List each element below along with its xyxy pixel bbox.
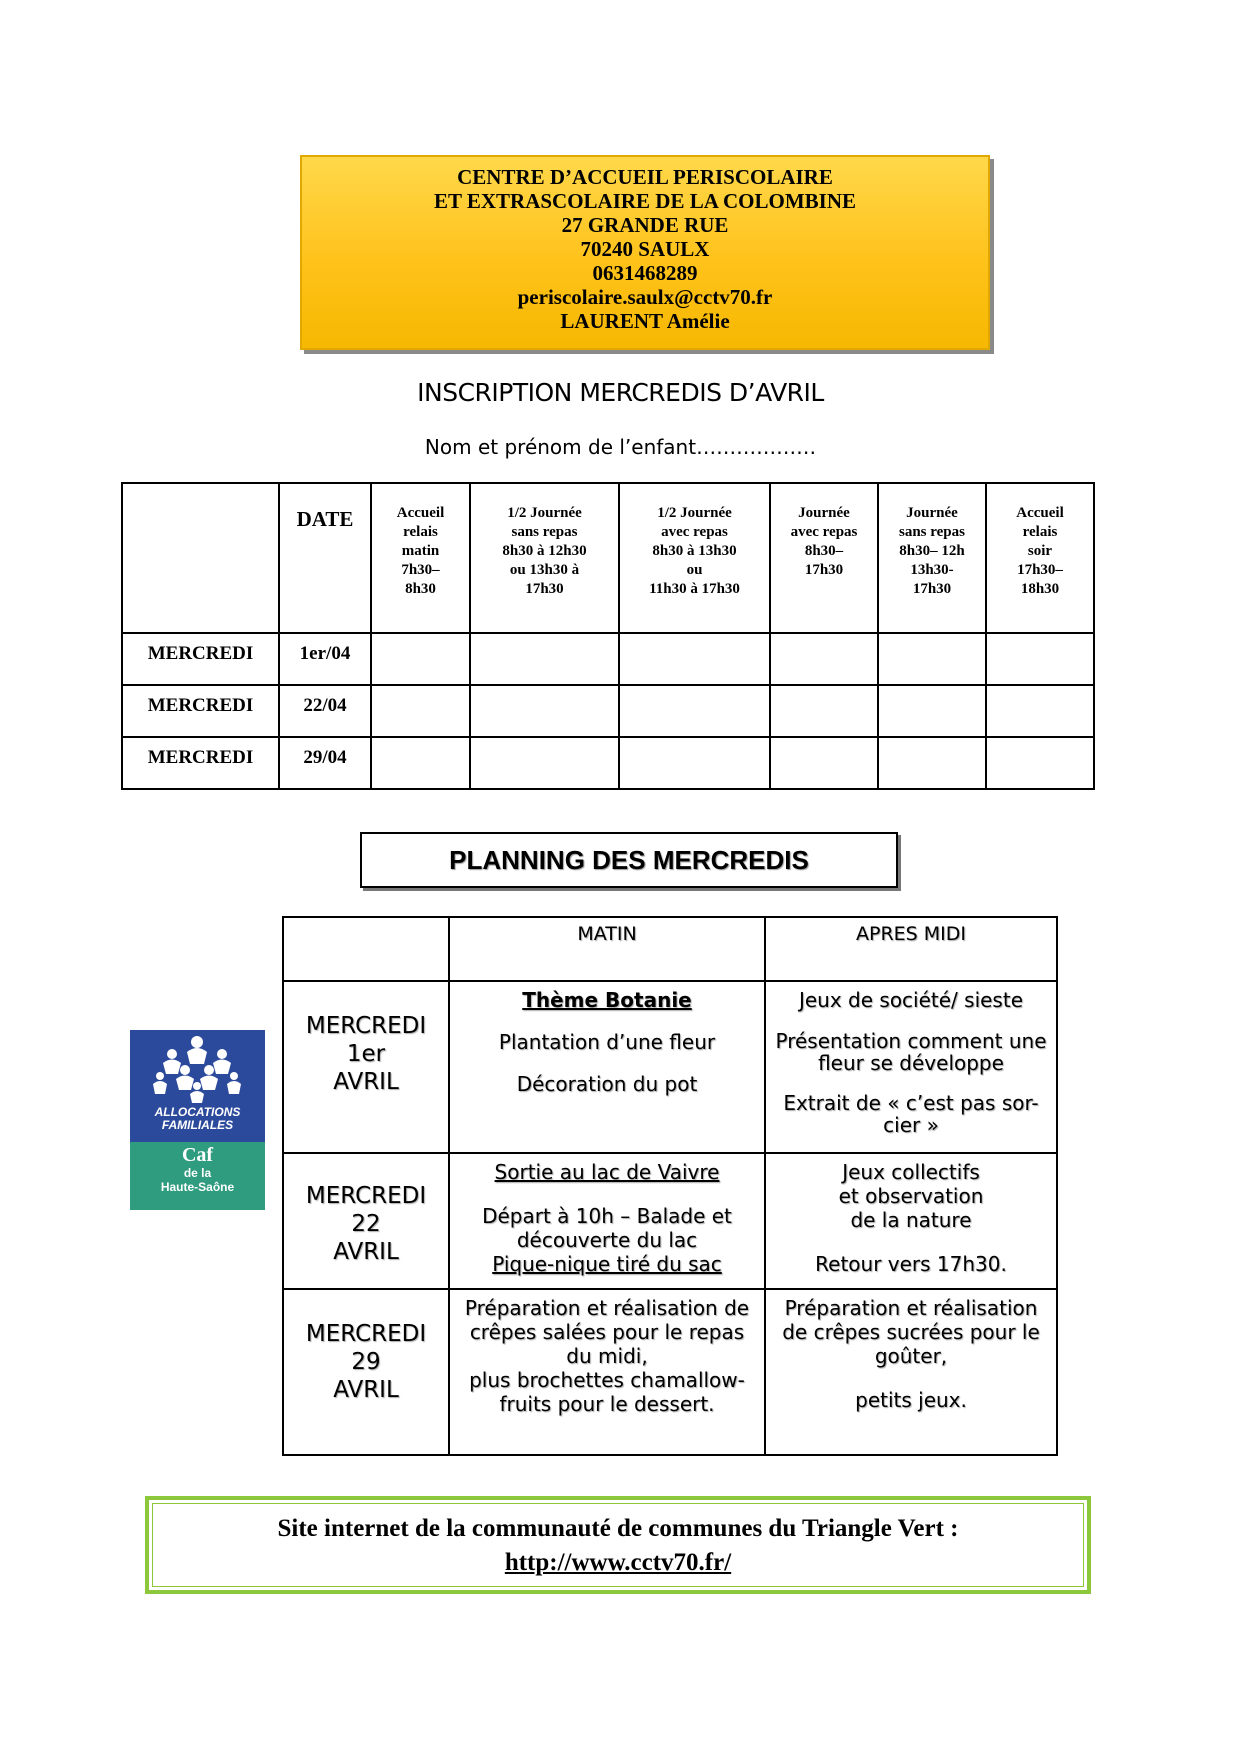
day-number: 1er bbox=[346, 1041, 386, 1067]
row-day: MERCREDI bbox=[122, 737, 279, 789]
inscription-row-1 bbox=[122, 633, 1094, 685]
planning-day-1 bbox=[283, 981, 449, 1153]
inscription-row-3 bbox=[122, 737, 1094, 789]
center-info-box bbox=[300, 155, 990, 350]
checkbox-cell[interactable] bbox=[986, 685, 1094, 737]
planning-matin-3 bbox=[449, 1289, 765, 1455]
activity-theme: Thème Botanie bbox=[522, 988, 692, 1012]
day-number: 29 bbox=[351, 1349, 381, 1375]
checkbox-cell[interactable] bbox=[470, 685, 619, 737]
checkbox-cell[interactable] bbox=[619, 633, 770, 685]
planning-row-3 bbox=[283, 1289, 1057, 1455]
checkbox-cell[interactable] bbox=[371, 633, 470, 685]
activity-title: Sortie au lac de Vaivre bbox=[494, 1160, 720, 1184]
inscription-header-row bbox=[122, 483, 1094, 633]
checkbox-cell[interactable] bbox=[371, 737, 470, 789]
family-figures-icon bbox=[130, 1030, 265, 1105]
checkbox-cell[interactable] bbox=[878, 633, 986, 685]
activity-text: Présentation comment une fleur se développe bbox=[775, 1029, 1047, 1075]
caf-name: Caf bbox=[181, 1144, 214, 1166]
activity-text: Préparation et réalisation de crêpes salées pour le repas du midi, bbox=[464, 1296, 750, 1368]
caf-logo-alloc bbox=[130, 1106, 265, 1132]
row-date: 1er/04 bbox=[279, 633, 371, 685]
planning-apm-1 bbox=[765, 981, 1057, 1153]
header-cell-journee-avec-repas: Journée avec repas 8h30– 17h30 bbox=[770, 483, 878, 633]
checkbox-cell[interactable] bbox=[770, 737, 878, 789]
checkbox-cell[interactable] bbox=[470, 633, 619, 685]
checkbox-cell[interactable] bbox=[878, 685, 986, 737]
activity-text: Extrait de « c’est pas sor-cier » bbox=[783, 1091, 1039, 1137]
planning-header-apres-midi: APRES MIDI bbox=[765, 917, 1057, 981]
planning-row-2 bbox=[283, 1153, 1057, 1289]
activity-text: Préparation et réalisation de crêpes sucrées pour le goûter, bbox=[782, 1296, 1040, 1368]
header-cell-journee-sans-repas: Journée sans repas 8h30– 12h 13h30- 17h30 bbox=[878, 483, 986, 633]
checkbox-cell[interactable] bbox=[619, 685, 770, 737]
header-cell-accueil-soir: Accueil relais soir 17h30– 18h30 bbox=[986, 483, 1094, 633]
planning-title: PLANNING DES MERCREDIS bbox=[360, 832, 898, 888]
inscription-table bbox=[121, 482, 1095, 790]
website-footer-box bbox=[145, 1496, 1091, 1594]
center-name-line2: ET EXTRASCOLAIRE DE LA COLOMBINE bbox=[433, 189, 857, 213]
day-month: AVRIL bbox=[333, 1377, 399, 1403]
checkbox-cell[interactable] bbox=[986, 737, 1094, 789]
activity-text: Décoration du pot bbox=[516, 1072, 698, 1096]
caf-sub2: Haute-Saône bbox=[160, 1180, 235, 1194]
activity-text: plus brochettes chamallow-fruits pour le dessert. bbox=[469, 1368, 745, 1416]
planning-day-2 bbox=[283, 1153, 449, 1289]
checkbox-cell[interactable] bbox=[619, 737, 770, 789]
planning-apm-2 bbox=[765, 1153, 1057, 1289]
planning-header-row bbox=[283, 917, 1057, 981]
activity-text: petits jeux. bbox=[855, 1388, 967, 1412]
center-name-line1: CENTRE D’ACCUEIL PERISCOLAIRE bbox=[457, 165, 833, 189]
activity-text: et observation bbox=[838, 1184, 984, 1208]
checkbox-cell[interactable] bbox=[878, 737, 986, 789]
day-month: AVRIL bbox=[333, 1239, 399, 1265]
inscription-title: INSCRIPTION MERCREDIS D’AVRIL bbox=[417, 378, 824, 407]
caf-logo bbox=[130, 1030, 265, 1210]
header-cell-accueil-matin: Accueil relais matin 7h30– 8h30 bbox=[371, 483, 470, 633]
header-date-label: DATE bbox=[296, 507, 354, 531]
center-contact: LAURENT Amélie bbox=[560, 309, 730, 333]
planning-apm-3 bbox=[765, 1289, 1057, 1455]
center-email: periscolaire.saulx@cctv70.fr bbox=[517, 285, 773, 309]
row-day: MERCREDI bbox=[122, 633, 279, 685]
checkbox-cell[interactable] bbox=[770, 633, 878, 685]
website-footer-inner bbox=[152, 1503, 1084, 1587]
activity-text: Jeux collectifs bbox=[842, 1160, 980, 1184]
planning-matin-1 bbox=[449, 981, 765, 1153]
day-label: MERCREDI bbox=[305, 1013, 427, 1039]
inscription-row-2 bbox=[122, 685, 1094, 737]
header-cell-demi-avec-repas: 1/2 Journée avec repas 8h30 à 13h30 ou 11h30 à 17h30 bbox=[619, 483, 770, 633]
row-date: 29/04 bbox=[279, 737, 371, 789]
checkbox-cell[interactable] bbox=[371, 685, 470, 737]
activity-text: Pique-nique tiré du sac bbox=[492, 1252, 722, 1276]
header-cell-date bbox=[279, 483, 371, 633]
planning-header-matin: MATIN bbox=[449, 917, 765, 981]
day-number: 22 bbox=[351, 1211, 381, 1237]
planning-row-1 bbox=[283, 981, 1057, 1153]
row-date: 22/04 bbox=[279, 685, 371, 737]
checkbox-cell[interactable] bbox=[770, 685, 878, 737]
planning-matin-2 bbox=[449, 1153, 765, 1289]
caf-logo-top bbox=[130, 1030, 265, 1142]
day-label: MERCREDI bbox=[305, 1321, 427, 1347]
center-city: 70240 SAULX bbox=[580, 237, 710, 261]
activity-text: Plantation d’une fleur bbox=[498, 1030, 716, 1054]
checkbox-cell[interactable] bbox=[470, 737, 619, 789]
caf-line1: ALLOCATIONS bbox=[154, 1105, 241, 1119]
checkbox-cell[interactable] bbox=[986, 633, 1094, 685]
header-cell-demi-sans-repas: 1/2 Journée sans repas 8h30 à 12h30 ou 13h30 à 17h30 bbox=[470, 483, 619, 633]
planning-day-3 bbox=[283, 1289, 449, 1455]
caf-logo-bottom bbox=[130, 1142, 265, 1210]
planning-header-empty bbox=[283, 917, 449, 981]
caf-line2: FAMILIALES bbox=[161, 1118, 234, 1132]
header-cell-empty bbox=[122, 483, 279, 633]
center-address: 27 GRANDE RUE bbox=[561, 213, 729, 237]
website-link[interactable]: http://www.cctv70.fr/ bbox=[504, 1549, 732, 1576]
child-name-field: Nom et prénom de l’enfant……………… bbox=[424, 435, 817, 459]
activity-text: Jeux de société/ sieste bbox=[798, 988, 1024, 1012]
activity-text: Départ à 10h – Balade et découverte du lac bbox=[482, 1204, 732, 1252]
footer-text: Site internet de la communauté de communes du Triangle Vert : bbox=[277, 1515, 959, 1542]
planning-table bbox=[282, 916, 1058, 1456]
center-phone: 0631468289 bbox=[592, 261, 698, 285]
caf-sub1: de la bbox=[183, 1166, 212, 1180]
day-month: AVRIL bbox=[333, 1069, 399, 1095]
activity-text: Retour vers 17h30. bbox=[815, 1252, 1007, 1276]
row-day: MERCREDI bbox=[122, 685, 279, 737]
day-label: MERCREDI bbox=[305, 1183, 427, 1209]
activity-text: de la nature bbox=[850, 1208, 972, 1232]
